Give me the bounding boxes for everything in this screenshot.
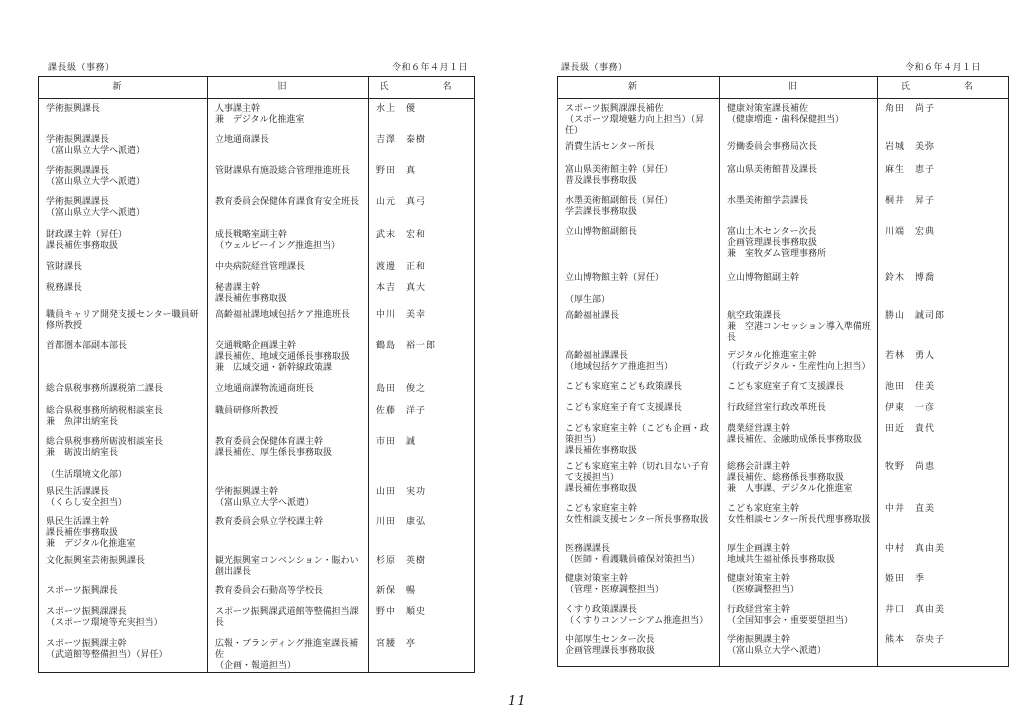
- cell-new-position: くすり政策課課長 （くすりコンソーシアム推進担当）: [558, 600, 720, 630]
- cell-new-position: 富山県美術館主幹（昇任） 普及課長事務取扱: [558, 160, 720, 191]
- cell-person-name: 本吉 真大: [369, 278, 475, 305]
- cell-new-position: スポーツ振興課課長 （スポーツ環境等充実担当）: [39, 602, 208, 634]
- cell-person-name: 岩城 美弥: [878, 137, 1009, 160]
- cell-person-name: 野中 順史: [369, 602, 475, 634]
- cell-person-name: 渡邊 正和: [369, 257, 475, 278]
- cell-person-name: 姫田 季: [878, 569, 1009, 600]
- table-row: [39, 278, 475, 305]
- cell-old-position: 総務会計課主幹 課長補佐、総務係長事務取扱 兼 人事課、デジタル化推進室: [720, 457, 878, 499]
- cell-old-position: 立地通商課長: [208, 130, 369, 161]
- table-row: [39, 602, 475, 634]
- column-header-new: 新: [39, 77, 208, 99]
- table-row: [39, 379, 475, 401]
- cell-old-position: 教育委員会保健体育課主幹 課長補佐、厚生係長事務取扱: [208, 432, 369, 482]
- cell-new-position: 学術振興課課長 （富山県立大学へ派遣）: [39, 161, 208, 192]
- cell-person-name: 島田 俊之: [369, 379, 475, 401]
- table-row: [558, 398, 1009, 419]
- cell-new-position: 管財課長: [39, 257, 208, 278]
- cell-new-position: 財政課主幹（昇任） 課長補佐事務取扱: [39, 225, 208, 257]
- table-row: [558, 600, 1009, 630]
- cell-new-position: 学術振興課課長 （富山県立大学へ派遣）: [39, 130, 208, 161]
- cell-old-position: 富山県美術館普及課長: [720, 160, 878, 191]
- cell-person-name: 勝山 誠司郎: [878, 306, 1009, 346]
- cell-person-name: 麻生 恵子: [878, 160, 1009, 191]
- cell-new-position: 学術振興課長: [39, 99, 208, 130]
- left-page-date: 令和６年４月１日: [392, 63, 469, 73]
- table-row: [558, 346, 1009, 377]
- cell-person-name: 井口 真由美: [878, 600, 1009, 630]
- cell-person-name: 山元 真弓: [369, 192, 475, 225]
- cell-new-position: 水墨美術館副館長（昇任） 学芸課長事務取扱: [558, 191, 720, 222]
- cell-person-name: 鶴島 裕一郎: [369, 336, 475, 379]
- cell-new-position: こども家庭室主幹 女性相談支援センター所長事務取扱: [558, 499, 720, 539]
- cell-person-name: 吉澤 泰樹: [369, 130, 475, 161]
- left-roster-table: [38, 76, 475, 673]
- cell-old-position: 教育委員会保健体育課食育安全班長: [208, 192, 369, 225]
- table-row: [39, 432, 475, 482]
- column-header-old: 旧: [720, 77, 878, 99]
- cell-old-position: 職員研修所教授: [208, 401, 369, 432]
- cell-old-position: 学術振興課主幹 （富山県立大学へ派遣）: [720, 630, 878, 666]
- cell-new-position: 総合県税事務所砺波相談室長 兼 砺波出納室長 （生活環境文化部）: [39, 432, 208, 482]
- column-header-name: 氏 名: [878, 77, 1009, 99]
- cell-old-position: 教育委員会石動高等学校長: [208, 581, 369, 602]
- table-row: [558, 569, 1009, 600]
- cell-old-position: こども家庭室主幹 女性相談センター所長代理事務取扱: [720, 499, 878, 539]
- cell-new-position: 総合県税事務所納税相談室長 兼 魚津出納室長: [39, 401, 208, 432]
- table-row: [39, 581, 475, 602]
- cell-person-name: 佐藤 洋子: [369, 401, 475, 432]
- right-page-title: 課長級（事務）: [561, 63, 628, 73]
- table-row: [39, 305, 475, 336]
- cell-person-name: 宮腰 亭: [369, 634, 475, 673]
- cell-person-name: 鈴木 博喬: [878, 268, 1009, 306]
- cell-person-name: 牧野 尚恵: [878, 457, 1009, 499]
- cell-new-position: こども家庭室主幹（こども企画・政策担当） 課長補佐事務取扱: [558, 419, 720, 457]
- cell-new-position: 中部厚生センター次長 企画管理課長事務取扱: [558, 630, 720, 666]
- cell-new-position: スポーツ振興課主幹 （武道館等整備担当）（昇任）: [39, 634, 208, 673]
- cell-old-position: 行政経営室行政改革班長: [720, 398, 878, 419]
- cell-old-position: 人事課主幹 兼 デジタル化推進室: [208, 99, 369, 130]
- table-row: [39, 551, 475, 581]
- cell-new-position: 首都圏本部副本部長: [39, 336, 208, 379]
- right-roster-table: [557, 76, 1009, 667]
- table-row: [39, 99, 475, 130]
- table-row: [558, 160, 1009, 191]
- table-row: [39, 512, 475, 551]
- right-page: [512, 0, 1024, 723]
- cell-new-position: 税務課長: [39, 278, 208, 305]
- left-table-body: [39, 99, 475, 673]
- cell-person-name: 熊本 奈央子: [878, 630, 1009, 666]
- cell-new-position: 消費生活センター所長: [558, 137, 720, 160]
- cell-old-position: 水墨美術館学芸課長: [720, 191, 878, 222]
- cell-new-position: 学術振興課課長 （富山県立大学へ派遣）: [39, 192, 208, 225]
- cell-old-position: 富山土木センター次長 企画管理課長事務取扱 兼 室牧ダム管理事務所: [720, 222, 878, 268]
- cell-old-position: こども家庭室子育て支援課長: [720, 377, 878, 398]
- cell-person-name: 中井 直美: [878, 499, 1009, 539]
- table-row: [558, 539, 1009, 569]
- cell-old-position: 中央病院経営管理課長: [208, 257, 369, 278]
- cell-person-name: 新保 暢: [369, 581, 475, 602]
- cell-old-position: 教育委員会県立学校課主幹: [208, 512, 369, 551]
- cell-old-position: スポーツ振興課武道館等整備担当課長: [208, 602, 369, 634]
- table-row: [558, 99, 1009, 138]
- table-row: [558, 222, 1009, 268]
- cell-new-position: 医務課課長 （医師・看護職員確保対策担当）: [558, 539, 720, 569]
- table-row: [558, 419, 1009, 457]
- cell-old-position: 学術振興課主幹 （富山県立大学へ派遣）: [208, 482, 369, 512]
- table-row: [39, 257, 475, 278]
- cell-old-position: 労働委員会事務局次長: [720, 137, 878, 160]
- right-table-body: [558, 99, 1009, 667]
- cell-old-position: 高齢福祉課地域包括ケア推進班長: [208, 305, 369, 336]
- table-row: [39, 401, 475, 432]
- table-header-row: [558, 77, 1009, 99]
- cell-new-position: 職員キャリア開発支援センター職員研修所教授: [39, 305, 208, 336]
- cell-old-position: 行政経営室主幹 （全国知事会・重要要望担当）: [720, 600, 878, 630]
- cell-old-position: 秘書課主幹 課長補佐事務取扱: [208, 278, 369, 305]
- table-row: [39, 482, 475, 512]
- column-header-name: 氏 名: [369, 77, 475, 99]
- table-row: [558, 457, 1009, 499]
- cell-old-position: 立山博物館副主幹: [720, 268, 878, 306]
- cell-person-name: 伊東 一彦: [878, 398, 1009, 419]
- table-row: [558, 630, 1009, 666]
- cell-old-position: 交通戦略企画課主幹 課長補佐、地域交通係長事務取扱 兼 広域交通・新幹線政策課: [208, 336, 369, 379]
- cell-person-name: 若林 勇人: [878, 346, 1009, 377]
- cell-old-position: デジタル化推進室主幹 （行政デジタル・生産性向上担当）: [720, 346, 878, 377]
- table-row: [39, 225, 475, 257]
- cell-new-position: 総合県税事務所課税第二課長: [39, 379, 208, 401]
- table-row: [558, 306, 1009, 346]
- cell-person-name: 川端 宏典: [878, 222, 1009, 268]
- cell-new-position: 県民生活課課長 （くらし安全担当）: [39, 482, 208, 512]
- cell-old-position: 健康対策室主幹 （医療調整担当）: [720, 569, 878, 600]
- right-page-date: 令和６年４月１日: [905, 63, 982, 73]
- cell-new-position: こども家庭室こども政策課長: [558, 377, 720, 398]
- cell-person-name: 桐井 昇子: [878, 191, 1009, 222]
- table-row: [39, 161, 475, 192]
- cell-person-name: 田近 貴代: [878, 419, 1009, 457]
- cell-new-position: 健康対策室主幹 （管理・医療調整担当）: [558, 569, 720, 600]
- table-row: [558, 499, 1009, 539]
- cell-new-position: 高齢福祉課課長 （地域包括ケア推進担当）: [558, 346, 720, 377]
- column-header-new: 新: [558, 77, 720, 99]
- table-row: [39, 634, 475, 673]
- table-row: [39, 336, 475, 379]
- table-row: [558, 137, 1009, 160]
- left-page-title: 課長級（事務）: [48, 63, 115, 73]
- cell-person-name: 山田 実功: [369, 482, 475, 512]
- cell-person-name: 野田 真: [369, 161, 475, 192]
- cell-new-position: 立山博物館副館長: [558, 222, 720, 268]
- cell-person-name: 角田 尚子: [878, 99, 1009, 138]
- cell-new-position: スポーツ振興課長: [39, 581, 208, 602]
- table-row: [558, 191, 1009, 222]
- cell-person-name: 中川 美幸: [369, 305, 475, 336]
- page-number: 11: [508, 694, 527, 709]
- cell-old-position: 航空政策課長 兼 空港コンセッション導入準備班長: [720, 306, 878, 346]
- cell-old-position: 農業経営課主幹 課長補佐、金融助成係長事務取扱: [720, 419, 878, 457]
- table-row: [39, 130, 475, 161]
- cell-old-position: 厚生企画課主幹 地域共生福祉係長事務取扱: [720, 539, 878, 569]
- cell-person-name: 杉原 英樹: [369, 551, 475, 581]
- cell-new-position: こども家庭室主幹（切れ目ない子育て支援担当） 課長補佐事務取扱: [558, 457, 720, 499]
- table-row: [558, 377, 1009, 398]
- cell-old-position: 広報・ブランディング推進室課長補佐 （企画・報道担当）: [208, 634, 369, 673]
- cell-new-position: スポーツ振興課課長補佐 （スポーツ環境魅力向上担当）（昇任）: [558, 99, 720, 138]
- cell-new-position: 高齢福祉課長: [558, 306, 720, 346]
- cell-old-position: 立地通商課物流通商班長: [208, 379, 369, 401]
- cell-old-position: 成長戦略室副主幹 （ウェルビーイング推進担当）: [208, 225, 369, 257]
- cell-new-position: 県民生活課主幹 課長補佐事務取扱 兼 デジタル化推進室: [39, 512, 208, 551]
- cell-old-position: 健康対策室課長補佐 （健康増進・歯科保健担当）: [720, 99, 878, 138]
- cell-old-position: 観光振興室コンベンション・賑わい創出課長: [208, 551, 369, 581]
- cell-new-position: 立山博物館主幹（昇任） （厚生部）: [558, 268, 720, 306]
- cell-person-name: 川田 康弘: [369, 512, 475, 551]
- table-header-row: [39, 77, 475, 99]
- cell-new-position: 文化振興室芸術振興課長: [39, 551, 208, 581]
- cell-person-name: 市田 誠: [369, 432, 475, 482]
- cell-new-position: こども家庭室子育て支援課長: [558, 398, 720, 419]
- cell-person-name: 中村 真由美: [878, 539, 1009, 569]
- cell-old-position: 管財課県有施設総合管理推進班長: [208, 161, 369, 192]
- column-header-old: 旧: [208, 77, 369, 99]
- cell-person-name: 池田 佳美: [878, 377, 1009, 398]
- table-row: [558, 268, 1009, 306]
- cell-person-name: 水上 優: [369, 99, 475, 130]
- cell-person-name: 武末 宏和: [369, 225, 475, 257]
- table-row: [39, 192, 475, 225]
